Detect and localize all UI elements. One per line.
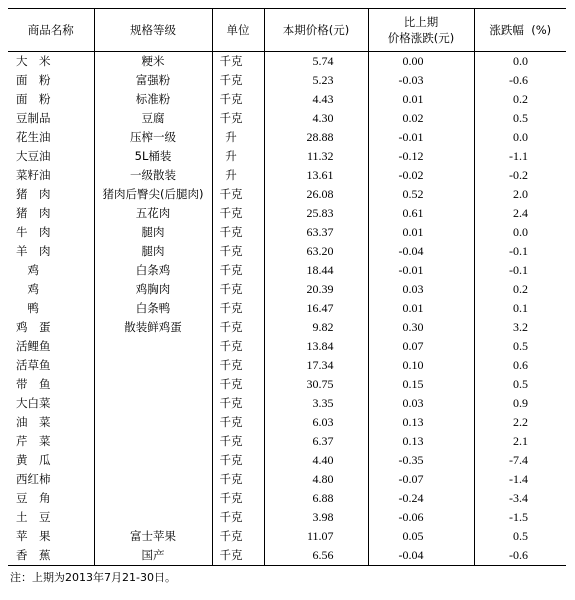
cell-pct: 0.6 xyxy=(474,356,566,375)
cell-name: 猪 肉 xyxy=(16,206,51,220)
cell-spec xyxy=(94,337,212,356)
header-spec: 规格等级 xyxy=(94,9,212,52)
table-row xyxy=(8,489,566,508)
cell-pct: 3.2 xyxy=(474,318,566,337)
cell-unit: 千克 xyxy=(212,318,264,337)
cell-name: 羊 肉 xyxy=(16,244,51,258)
table-row xyxy=(8,413,566,432)
cell-price: 25.83 xyxy=(264,204,368,223)
cell-unit: 千克 xyxy=(212,261,264,280)
cell-unit: 千克 xyxy=(212,451,264,470)
cell-unit: 千克 xyxy=(212,242,264,261)
cell-price: 63.20 xyxy=(264,242,368,261)
cell-spec xyxy=(94,489,212,508)
cell-unit: 千克 xyxy=(212,90,264,109)
table-row xyxy=(8,508,566,527)
cell-unit: 千克 xyxy=(212,299,264,318)
header-pct: 涨跌幅 (%) xyxy=(474,9,566,52)
cell-unit: 升 xyxy=(212,128,264,147)
cell-spec: 国产 xyxy=(94,546,212,566)
cell-unit: 千克 xyxy=(212,337,264,356)
cell-pct: -3.4 xyxy=(474,489,566,508)
table-row xyxy=(8,394,566,413)
table-row xyxy=(8,546,566,566)
cell-unit: 千克 xyxy=(212,185,264,204)
cell-unit: 千克 xyxy=(212,546,264,566)
cell-change: 0.07 xyxy=(368,337,474,356)
table-row xyxy=(8,299,566,318)
cell-pct: 0.0 xyxy=(474,52,566,72)
table-row xyxy=(8,318,566,337)
cell-pct: 0.5 xyxy=(474,337,566,356)
cell-pct: 2.4 xyxy=(474,204,566,223)
cell-pct: 2.0 xyxy=(474,185,566,204)
cell-name: 活草鱼 xyxy=(16,358,51,372)
cell-name: 豆 角 xyxy=(16,491,51,505)
table-row xyxy=(8,204,566,223)
cell-pct: 0.5 xyxy=(474,109,566,128)
cell-price: 16.47 xyxy=(264,299,368,318)
cell-spec xyxy=(94,356,212,375)
cell-change: -0.35 xyxy=(368,451,474,470)
cell-spec xyxy=(94,394,212,413)
cell-spec xyxy=(94,375,212,394)
cell-pct: 0.0 xyxy=(474,128,566,147)
cell-pct: -0.2 xyxy=(474,166,566,185)
cell-name: 大豆油 xyxy=(16,149,51,163)
cell-change: 0.01 xyxy=(368,223,474,242)
cell-change: 0.52 xyxy=(368,185,474,204)
cell-unit: 千克 xyxy=(212,223,264,242)
cell-price: 11.07 xyxy=(264,527,368,546)
table-row xyxy=(8,147,566,166)
cell-name: 西红柿 xyxy=(16,472,51,486)
cell-name: 鸡 xyxy=(16,263,39,277)
cell-change: 0.13 xyxy=(368,432,474,451)
cell-price: 26.08 xyxy=(264,185,368,204)
cell-unit: 升 xyxy=(212,166,264,185)
table-row xyxy=(8,109,566,128)
cell-change: 0.13 xyxy=(368,413,474,432)
cell-spec: 腿肉 xyxy=(94,223,212,242)
cell-spec: 5L桶装 xyxy=(94,147,212,166)
cell-price: 4.80 xyxy=(264,470,368,489)
cell-unit: 千克 xyxy=(212,413,264,432)
table-row xyxy=(8,185,566,204)
cell-pct: -0.1 xyxy=(474,261,566,280)
cell-change: -0.24 xyxy=(368,489,474,508)
cell-name: 猪 肉 xyxy=(16,187,51,201)
header-unit: 单位 xyxy=(212,9,264,52)
cell-change: 0.61 xyxy=(368,204,474,223)
cell-change: -0.01 xyxy=(368,261,474,280)
cell-unit: 千克 xyxy=(212,204,264,223)
cell-change: -0.02 xyxy=(368,166,474,185)
cell-change: 0.03 xyxy=(368,280,474,299)
cell-price: 28.88 xyxy=(264,128,368,147)
table-row xyxy=(8,71,566,90)
table-row xyxy=(8,280,566,299)
cell-pct: 0.1 xyxy=(474,299,566,318)
cell-name: 鸭 xyxy=(16,301,39,315)
table-row xyxy=(8,527,566,546)
cell-unit: 千克 xyxy=(212,375,264,394)
cell-price: 3.35 xyxy=(264,394,368,413)
cell-spec: 粳米 xyxy=(94,52,212,72)
cell-unit: 千克 xyxy=(212,527,264,546)
header-name: 商品名称 xyxy=(8,9,94,52)
cell-pct: 0.0 xyxy=(474,223,566,242)
cell-name: 豆制品 xyxy=(16,111,51,125)
cell-name: 大 米 xyxy=(16,54,51,68)
cell-price: 9.82 xyxy=(264,318,368,337)
cell-unit: 千克 xyxy=(212,508,264,527)
cell-spec: 白条鸭 xyxy=(94,299,212,318)
cell-name: 土 豆 xyxy=(16,510,51,524)
table-row xyxy=(8,242,566,261)
cell-unit: 千克 xyxy=(212,489,264,508)
cell-price: 6.37 xyxy=(264,432,368,451)
cell-spec xyxy=(94,451,212,470)
table-row xyxy=(8,223,566,242)
cell-price: 6.56 xyxy=(264,546,368,566)
header-change-line1: 比上期 xyxy=(403,15,439,29)
cell-pct: -1.4 xyxy=(474,470,566,489)
cell-unit: 千克 xyxy=(212,71,264,90)
cell-spec: 压榨一级 xyxy=(94,128,212,147)
cell-name: 油 菜 xyxy=(16,415,51,429)
cell-spec: 鸡胸肉 xyxy=(94,280,212,299)
price-table xyxy=(8,8,566,566)
cell-pct: -0.6 xyxy=(474,546,566,566)
cell-price: 30.75 xyxy=(264,375,368,394)
cell-spec: 标准粉 xyxy=(94,90,212,109)
cell-change: 0.01 xyxy=(368,90,474,109)
cell-pct: -7.4 xyxy=(474,451,566,470)
cell-name: 芹 菜 xyxy=(16,434,51,448)
table-body xyxy=(8,52,566,566)
cell-pct: 2.1 xyxy=(474,432,566,451)
cell-change: 0.03 xyxy=(368,394,474,413)
cell-price: 5.23 xyxy=(264,71,368,90)
cell-unit: 千克 xyxy=(212,52,264,72)
header-change xyxy=(368,9,474,52)
cell-pct: -0.1 xyxy=(474,242,566,261)
cell-unit: 千克 xyxy=(212,394,264,413)
table-row xyxy=(8,356,566,375)
cell-name: 菜籽油 xyxy=(16,168,51,182)
cell-price: 11.32 xyxy=(264,147,368,166)
cell-pct: 0.5 xyxy=(474,527,566,546)
cell-spec xyxy=(94,508,212,527)
cell-change: -0.06 xyxy=(368,508,474,527)
cell-change: -0.01 xyxy=(368,128,474,147)
cell-spec: 散装鲜鸡蛋 xyxy=(94,318,212,337)
cell-change: 0.05 xyxy=(368,527,474,546)
cell-pct: 0.2 xyxy=(474,280,566,299)
table-row xyxy=(8,128,566,147)
cell-name: 带 鱼 xyxy=(16,377,51,391)
cell-change: 0.00 xyxy=(368,52,474,72)
cell-name: 鸡 蛋 xyxy=(16,320,51,334)
cell-name: 香 蕉 xyxy=(8,546,94,566)
cell-spec xyxy=(94,413,212,432)
cell-spec: 富强粉 xyxy=(94,71,212,90)
cell-price: 13.61 xyxy=(264,166,368,185)
cell-name: 活鲤鱼 xyxy=(16,339,51,353)
table-row xyxy=(8,166,566,185)
footnote: 注：上期为2013年7月21-30日。 xyxy=(10,571,176,584)
cell-change: 0.10 xyxy=(368,356,474,375)
cell-spec: 五花肉 xyxy=(94,204,212,223)
cell-price: 3.98 xyxy=(264,508,368,527)
table-row xyxy=(8,337,566,356)
cell-change: 0.02 xyxy=(368,109,474,128)
cell-unit: 千克 xyxy=(212,280,264,299)
cell-name: 鸡 xyxy=(16,282,39,296)
cell-spec: 豆腐 xyxy=(94,109,212,128)
cell-pct: -0.6 xyxy=(474,71,566,90)
cell-spec: 一级散装 xyxy=(94,166,212,185)
cell-price: 17.34 xyxy=(264,356,368,375)
cell-spec xyxy=(94,470,212,489)
table-row xyxy=(8,470,566,489)
cell-change: -0.12 xyxy=(368,147,474,166)
cell-pct: -1.1 xyxy=(474,147,566,166)
cell-name: 苹 果 xyxy=(16,529,51,543)
cell-spec: 富士苹果 xyxy=(94,527,212,546)
cell-price: 5.74 xyxy=(264,52,368,72)
cell-unit: 千克 xyxy=(212,356,264,375)
cell-price: 63.37 xyxy=(264,223,368,242)
cell-name: 大白菜 xyxy=(16,396,51,410)
cell-pct: 0.5 xyxy=(474,375,566,394)
cell-name: 面 粉 xyxy=(16,73,51,87)
cell-name: 黄 瓜 xyxy=(16,453,51,467)
cell-change: 0.01 xyxy=(368,299,474,318)
table-row xyxy=(8,52,566,72)
cell-price: 20.39 xyxy=(264,280,368,299)
table-row xyxy=(8,90,566,109)
cell-unit: 千克 xyxy=(212,432,264,451)
cell-change: -0.03 xyxy=(368,71,474,90)
table-row xyxy=(8,451,566,470)
cell-change: -0.07 xyxy=(368,470,474,489)
cell-spec: 白条鸡 xyxy=(94,261,212,280)
cell-price: 4.43 xyxy=(264,90,368,109)
header-change-line2: 价格涨跌(元) xyxy=(387,31,455,45)
cell-price: 6.03 xyxy=(264,413,368,432)
cell-spec xyxy=(94,432,212,451)
cell-unit: 千克 xyxy=(212,109,264,128)
header-row xyxy=(8,9,566,52)
cell-name: 花生油 xyxy=(16,130,51,144)
cell-spec: 腿肉 xyxy=(94,242,212,261)
cell-change: 0.15 xyxy=(368,375,474,394)
cell-unit: 千克 xyxy=(212,470,264,489)
header-price: 本期价格(元) xyxy=(264,9,368,52)
cell-pct: 0.9 xyxy=(474,394,566,413)
table-row xyxy=(8,432,566,451)
table-row xyxy=(8,375,566,394)
table-row xyxy=(8,261,566,280)
cell-name: 牛 肉 xyxy=(16,225,51,239)
cell-price: 18.44 xyxy=(264,261,368,280)
cell-price: 4.40 xyxy=(264,451,368,470)
cell-spec: 猪肉后臀尖(后腿肉) xyxy=(94,185,212,204)
cell-change: -0.04 xyxy=(368,242,474,261)
cell-price: 6.88 xyxy=(264,489,368,508)
cell-pct: 0.2 xyxy=(474,90,566,109)
cell-price: 13.84 xyxy=(264,337,368,356)
cell-change: 0.30 xyxy=(368,318,474,337)
cell-unit: 升 xyxy=(212,147,264,166)
cell-pct: 2.2 xyxy=(474,413,566,432)
price-table-container xyxy=(8,8,566,585)
cell-change: -0.04 xyxy=(368,546,474,566)
cell-pct: -1.5 xyxy=(474,508,566,527)
cell-price: 4.30 xyxy=(264,109,368,128)
cell-name: 面 粉 xyxy=(16,92,51,106)
